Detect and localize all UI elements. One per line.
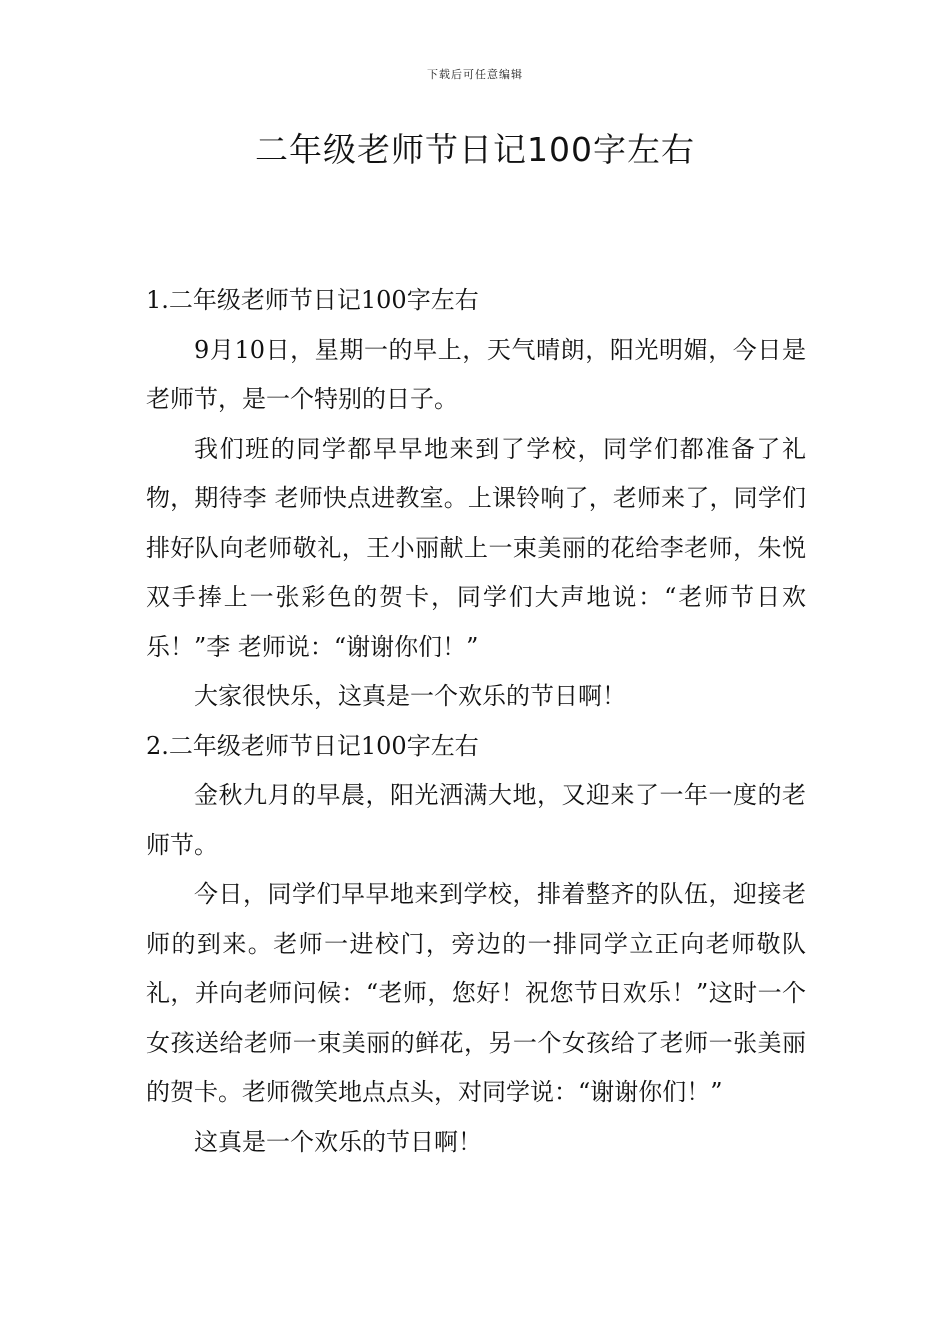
header-note: 下载后可任意编辑 [427,68,523,81]
section-heading-2: 2.二年级老师节日记100字左右 [146,731,479,760]
document-title: 二年级老师节日记100字左右 [255,130,695,169]
paragraph: 大家很快乐，这真是一个欢乐的节日啊！ [194,682,626,710]
section-heading-1: 1.二年级老师节日记100字左右 [146,286,479,314]
paragraph: 我们班的同学都早早地来到了学校，同学们都准备了礼物，期待李 老师快点进教室。上课铃响了，老师来了，同学们排好队向老师敬礼，王小丽献上一束美丽的花给李老师，朱悦双手捧上一张彩色的贺卡，同学们大声地说：“老师节日欢乐！”李 老师说：“谢谢你们！” [146,434,806,661]
paragraph: 金秋九月的早晨，阳光洒满大地，又迎来了一年一度的老师节。 [146,781,806,859]
paragraph: 今日，同学们早早地来到学校，排着整齐的队伍，迎接老师的到来。老师一进校门，旁边的一排同学立正向老师敬队礼，并向老师问候：“老师，您好！祝您节日欢乐！”这时一个女孩送给老师一束美丽的鲜花，另一个女孩给了老师一张美丽的贺卡。老师微笑地点点头，对同学说：“谢谢你们！” [146,880,806,1106]
paragraph: 这真是一个欢乐的节日啊！ [194,1127,482,1156]
document-body [146,276,806,1167]
paragraph: 9月10日，星期一的早上，天气晴朗，阳光明媚，今日是老师节，是一个特别的日子。 [146,335,806,413]
